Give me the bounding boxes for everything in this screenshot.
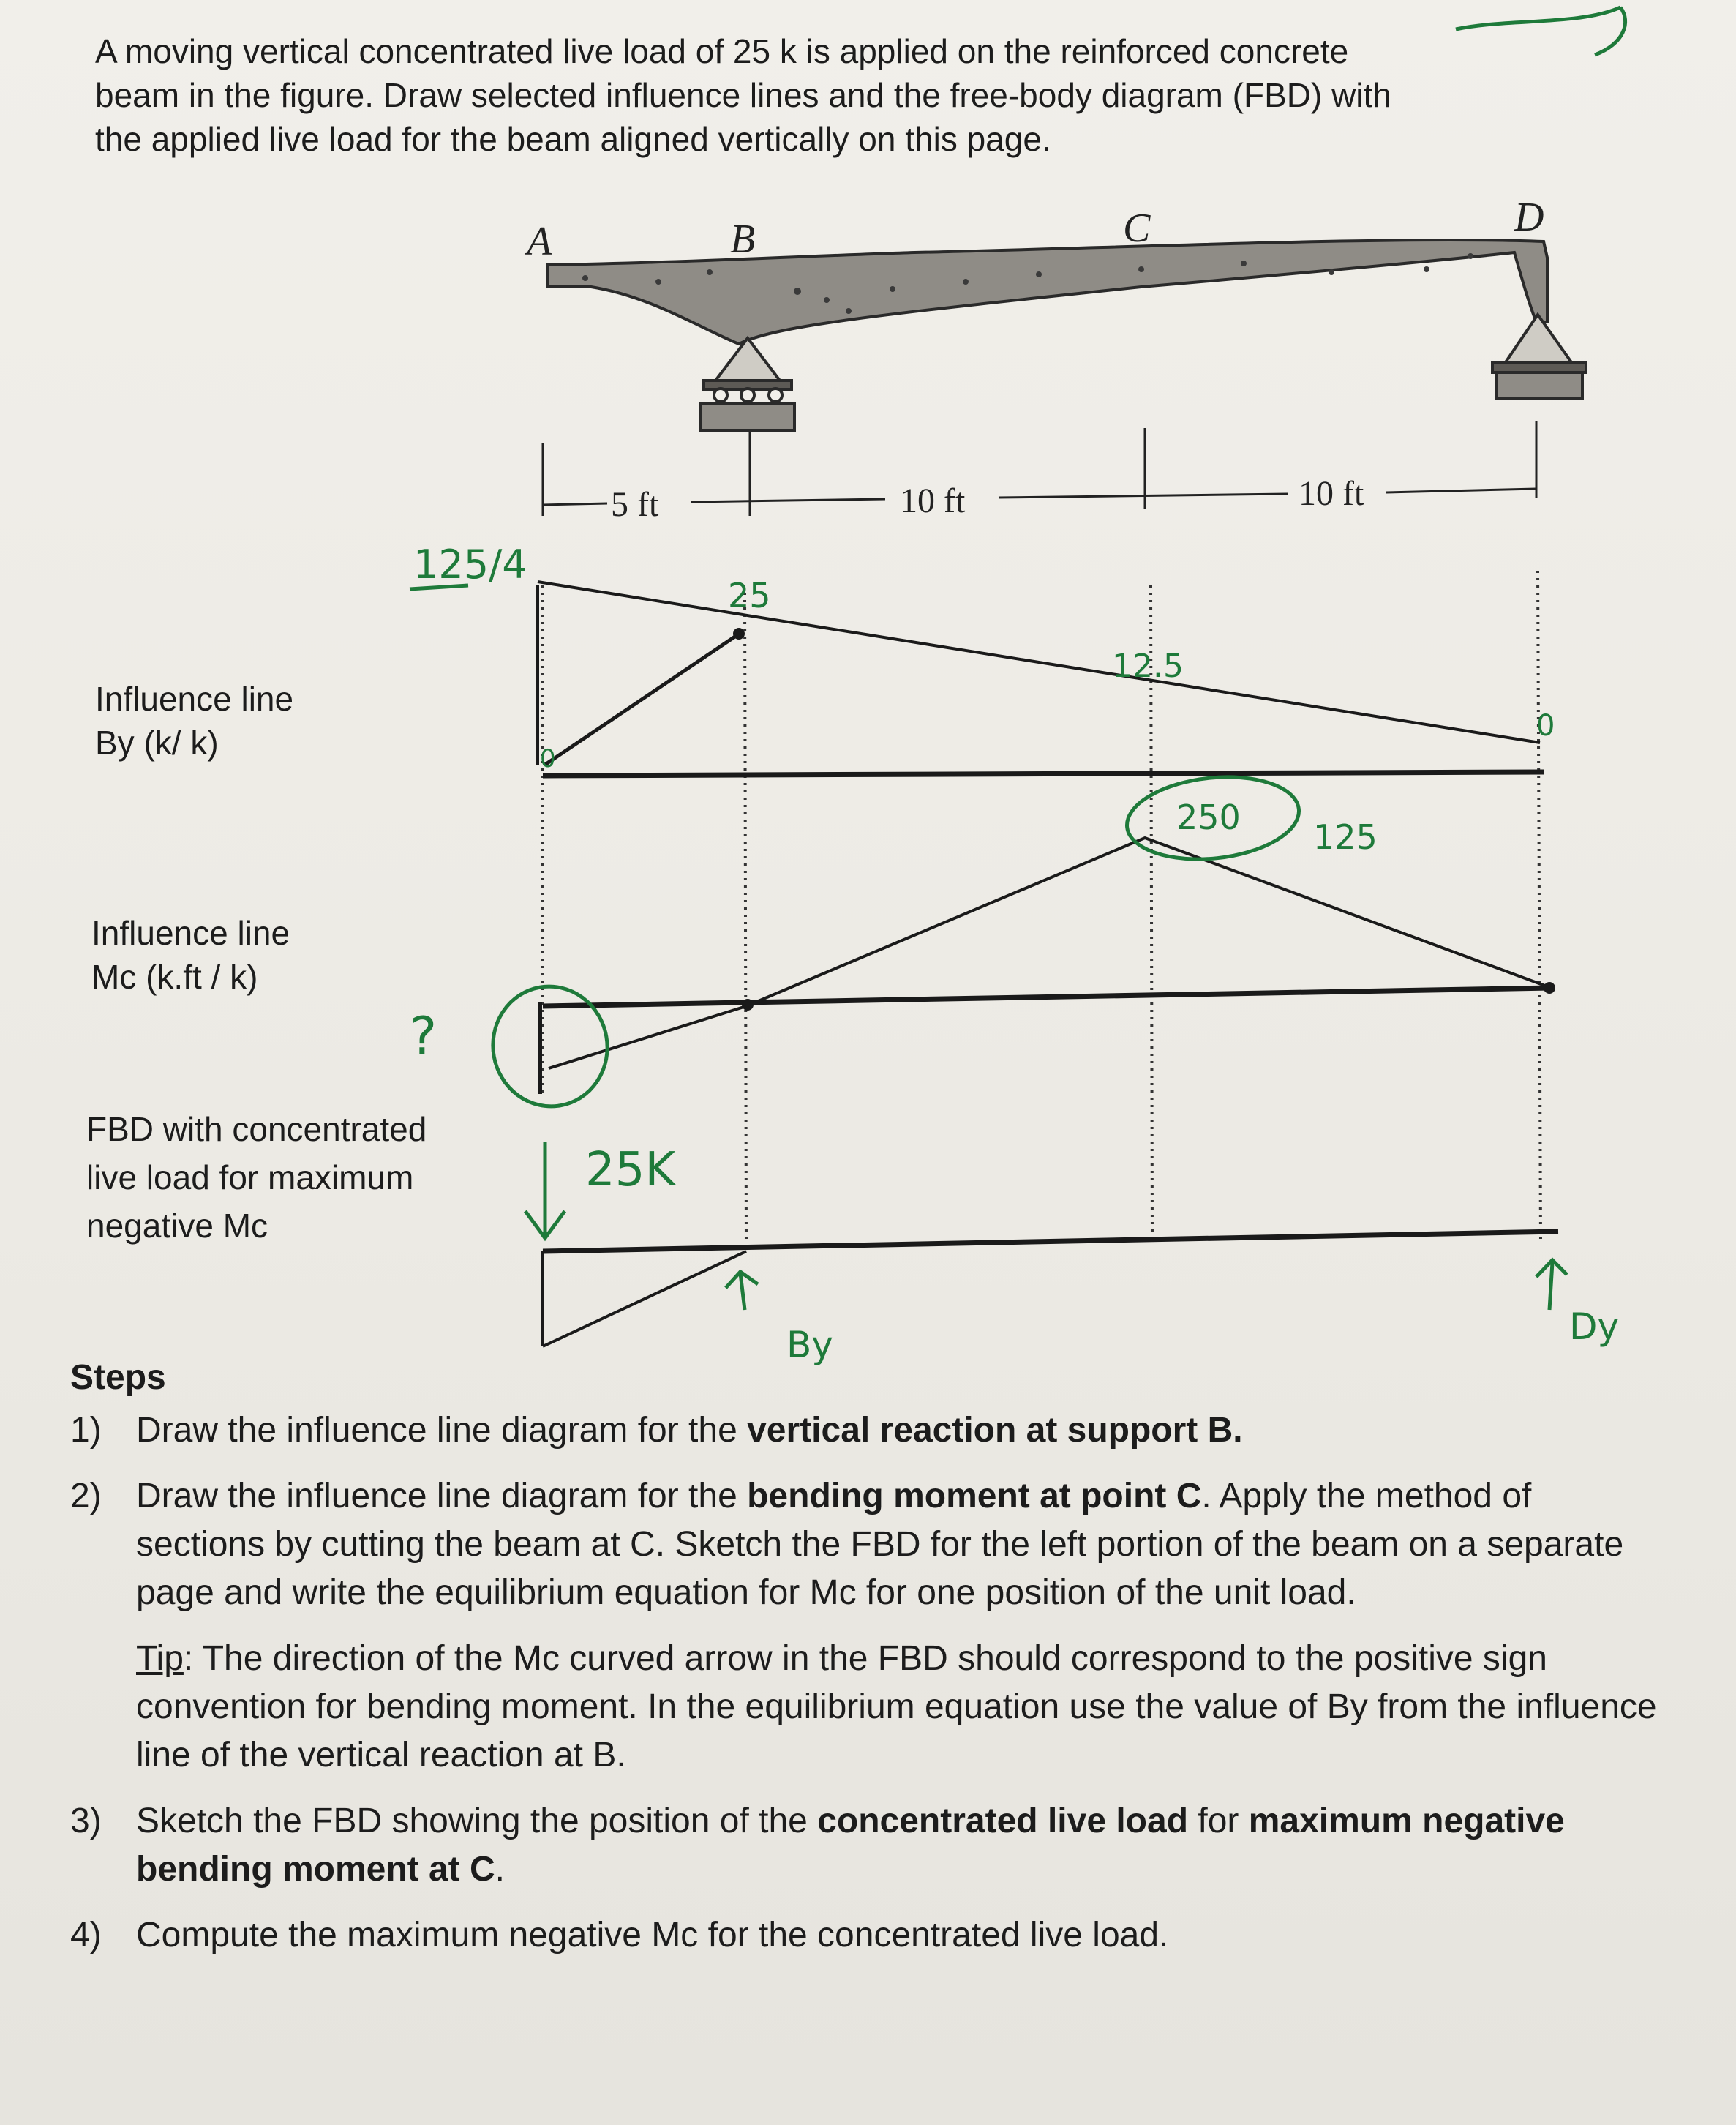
tip-block [136,1635,1665,1780]
by-baseline [543,772,1544,776]
mc-point-b [742,999,754,1011]
fbd-beam-line [543,1232,1558,1251]
by-influence-line [538,582,1540,743]
step-4-text: Compute the maximum negative Mc for the concentrated live load. [136,1916,1169,1955]
hand-by: By [786,1324,833,1366]
point-label-a: A [527,219,552,264]
step-2-number: 2) [70,1477,102,1515]
mc-influence-line [549,838,1551,1068]
mc-baseline [543,988,1551,1006]
step-1 [70,1406,1665,1455]
point-label-b: B [730,217,756,262]
label-fbd-line3: negative Mc [86,1207,268,1245]
point-label-c: C [1123,206,1151,251]
problem-line-1: A moving vertical concentrated live load of 25 k is applied on the reinforced concrete [95,32,1349,70]
step-2-rest: . Apply the method of sections by cutting the beam at C. Sketch the FBD for the left portion of the beam on a separate page and write the equilibrium equation for Mc for one position of the unit load. [136,1477,1624,1612]
label-fbd [86,1105,427,1250]
step-2-bold: bending moment at point C [747,1477,1202,1515]
hand-a-zero: 0 [540,744,556,773]
dim-label-bc: 10 ft [900,481,966,520]
steps-section [70,1354,1665,1977]
step-4-number: 4) [70,1916,102,1955]
label-by-line2: By (k/ k) [95,724,219,762]
step-2-text: Draw the influence line diagram for the [136,1477,748,1515]
by-point-b [733,628,745,640]
hand-b-value: 25 [728,576,771,615]
steps-heading: Steps [70,1358,166,1397]
by-sketch-line [545,633,740,765]
step-3-number: 3) [70,1802,102,1840]
point-label-d: D [1514,195,1544,240]
hand-dy: Dy [1569,1305,1620,1348]
hand-load: 25K [585,1143,676,1197]
tip-label: Tip [136,1639,184,1678]
beam-body [547,240,1547,344]
step-1-text: Draw the influence line diagram for the [136,1411,748,1450]
step-3-bold-1: concentrated live load [817,1802,1189,1840]
label-mc-line2: Mc (k.ft / k) [91,958,258,996]
label-influence-mc [91,911,290,999]
step-2 [70,1472,1665,1617]
hand-mc-peak: 250 [1176,798,1241,837]
label-mc-line1: Influence line [91,914,290,952]
dotted-guides [543,571,1541,1244]
hand-a-value: 125/4 [413,541,527,588]
step-4 [70,1911,1665,1960]
mc-point-d [1544,982,1555,994]
step-3-mid: for [1188,1802,1249,1840]
dim-label-cd: 10 ft [1299,474,1364,513]
hand-mc-right: 125 [1313,817,1378,857]
fbd-sketch-line [543,1251,746,1346]
tip-text: : The direction of the Mc curved arrow in the FBD should correspond to the positive sign convention for bending moment. In the equilibrium equation use the value of By from the influence line of the vertical reaction at B. [136,1639,1657,1774]
step-3-text: Sketch the FBD showing the position of the [136,1802,818,1840]
hand-d-value: 0 [1536,709,1555,743]
label-fbd-line2: live load for maximum [86,1158,414,1196]
pin-support-d [1492,315,1586,399]
label-influence-by [95,677,293,765]
label-by-line1: Influence line [95,680,294,718]
label-fbd-line1: FBD with concentrated [86,1110,427,1148]
step-1-bold: vertical reaction at support B. [747,1411,1243,1450]
problem-line-2: beam in the figure. Draw selected influence lines and the free-body diagram (FBD) with [95,76,1391,114]
dim-label-ab: 5 ft [611,485,659,524]
step-3-bold-2: maximum negative bending moment at C [136,1802,1565,1889]
step-3 [70,1797,1665,1894]
hand-question: ? [410,1006,437,1066]
step-1-number: 1) [70,1411,102,1450]
dimension-line [543,421,1536,516]
roller-support-b [701,338,794,430]
step-3-end: . [495,1850,506,1889]
problem-line-3: the applied live load for the beam aligned vertically on this page. [95,120,1051,158]
hand-c-value: 12.5 [1112,648,1184,685]
